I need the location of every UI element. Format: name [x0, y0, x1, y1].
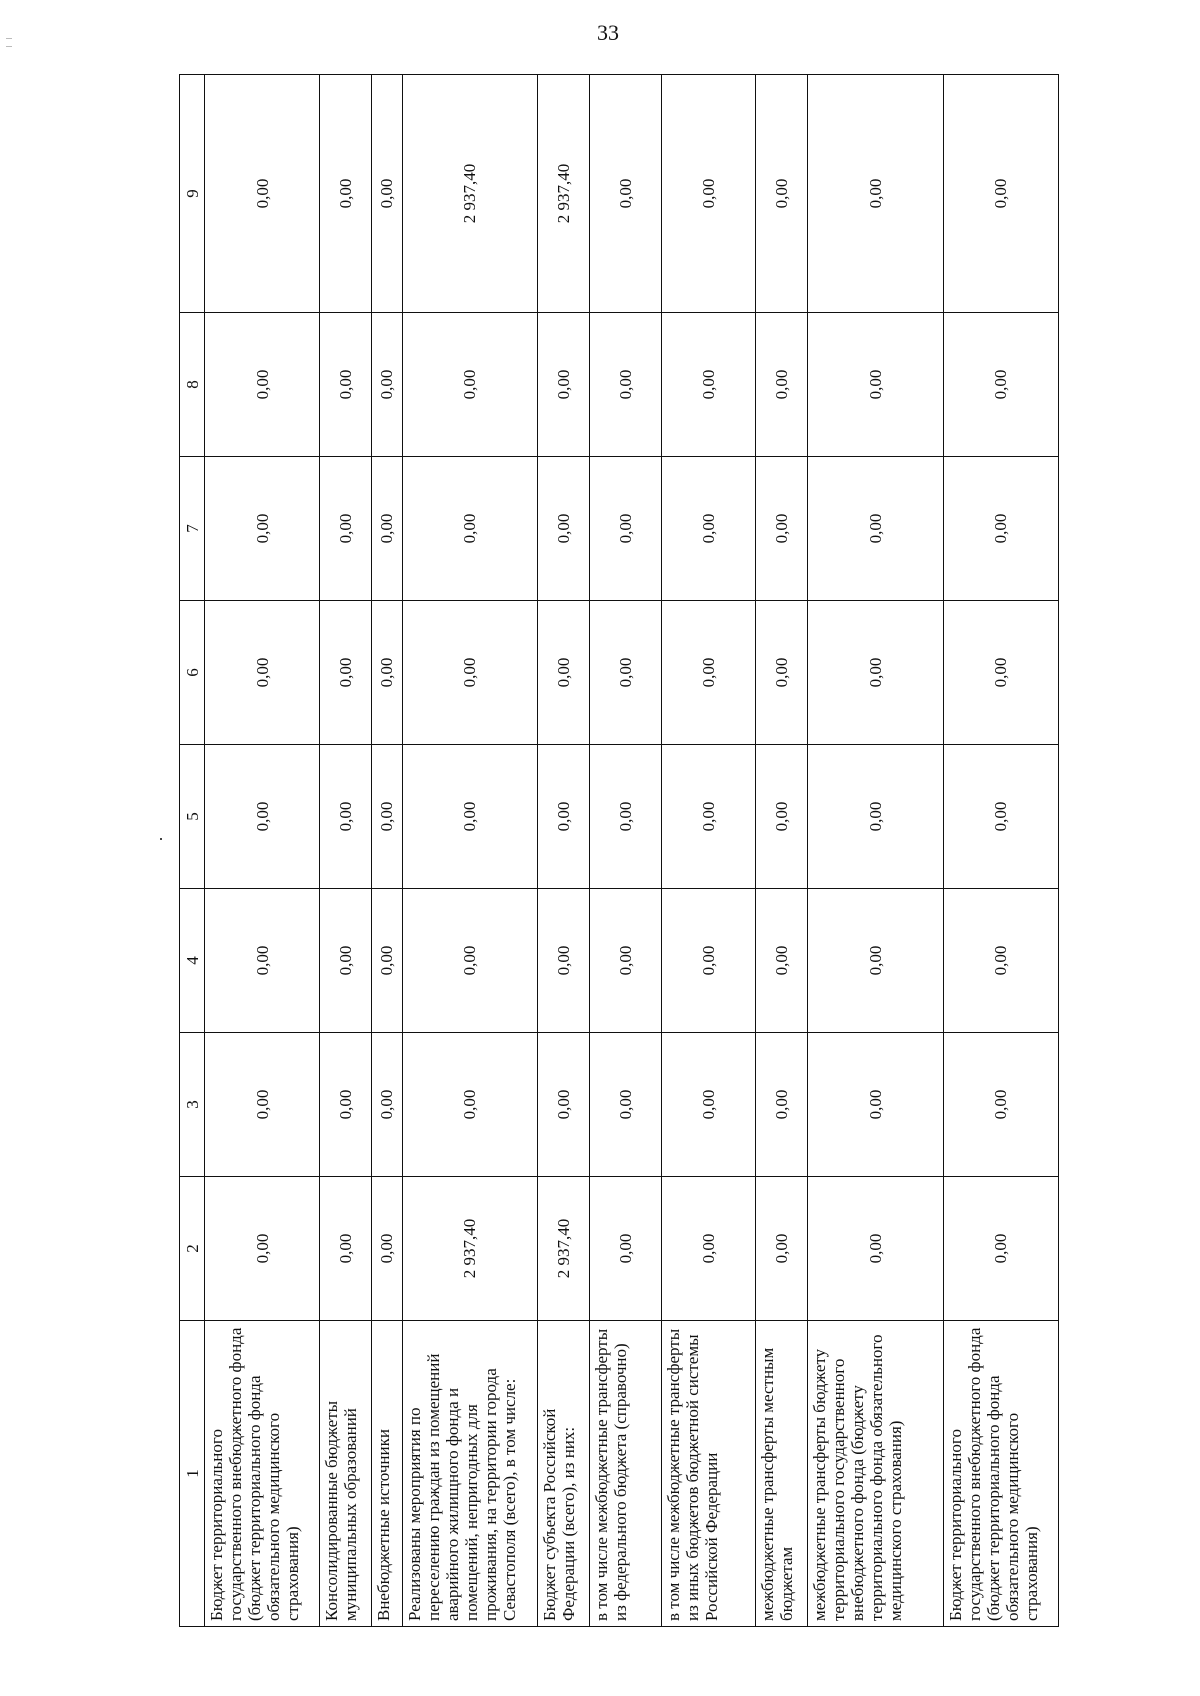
row-label: в том числе межбюджетные трансферты из иных бюджетов бюджетной системы Российской Федерации: [661, 1321, 756, 1627]
value-cell: 0,00: [943, 745, 1058, 889]
value-cell: 0,00: [943, 313, 1058, 457]
value-cell: 0,00: [402, 1033, 538, 1177]
value-cell: 0,00: [756, 1033, 807, 1177]
value-cell: 0,00: [756, 1177, 807, 1321]
column-header: 7: [180, 457, 205, 601]
value-cell: 0,00: [371, 75, 402, 313]
value-cell: 0,00: [756, 313, 807, 457]
value-cell: 0,00: [756, 889, 807, 1033]
value-cell: 0,00: [807, 457, 943, 601]
value-cell: 0,00: [589, 457, 661, 601]
column-header: 9: [180, 75, 205, 313]
column-header: 4: [180, 889, 205, 1033]
value-cell: 0,00: [371, 1033, 402, 1177]
column-header: 8: [180, 313, 205, 457]
row-label: Бюджет территориального государственного внебюджетного фонда (бюджет территориального фонда обязательного медицинского страхования): [943, 1321, 1058, 1627]
value-cell: 0,00: [320, 601, 371, 745]
value-cell: 0,00: [320, 889, 371, 1033]
table-rotator: [179, 75, 1059, 1627]
value-cell: 0,00: [756, 75, 807, 313]
table-row: [661, 75, 756, 1627]
row-label: межбюджетные трансферты бюджету территориального государственного внебюджетного фонда (бюджету территориального фонда обязательного медицинского страхования): [807, 1321, 943, 1627]
value-cell: 0,00: [661, 1177, 756, 1321]
row-label: в том числе межбюджетные трансферты из федерального бюджета (справочно): [589, 1321, 661, 1627]
value-cell: 0,00: [943, 457, 1058, 601]
value-cell: 0,00: [807, 1177, 943, 1321]
value-cell: 0,00: [205, 1177, 320, 1321]
value-cell: 0,00: [402, 457, 538, 601]
value-cell: 0,00: [589, 1177, 661, 1321]
value-cell: 0,00: [320, 745, 371, 889]
value-cell: 0,00: [371, 457, 402, 601]
value-cell: 0,00: [371, 601, 402, 745]
value-cell: 0,00: [943, 1177, 1058, 1321]
value-cell: 0,00: [943, 1033, 1058, 1177]
value-cell: 0,00: [807, 745, 943, 889]
column-header: 6: [180, 601, 205, 745]
table-row: [538, 75, 589, 1627]
row-label: Внебюджетные источники: [371, 1321, 402, 1627]
value-cell: 0,00: [371, 1177, 402, 1321]
value-cell: 0,00: [661, 889, 756, 1033]
value-cell: 0,00: [661, 75, 756, 313]
value-cell: 0,00: [371, 313, 402, 457]
value-cell: 0,00: [589, 601, 661, 745]
column-header: 3: [180, 1033, 205, 1177]
value-cell: 2 937,40: [538, 1177, 589, 1321]
value-cell: 0,00: [205, 601, 320, 745]
value-cell: 0,00: [538, 1033, 589, 1177]
value-cell: 0,00: [402, 889, 538, 1033]
row-label: Реализованы мероприятия по переселению граждан из помещений аварийного жилищного фонда и помещений, непригодных для проживания, на территории города Севастополя (всего), в том числе:: [402, 1321, 538, 1627]
value-cell: 0,00: [205, 457, 320, 601]
table-row: [320, 75, 371, 1627]
value-cell: 0,00: [807, 601, 943, 745]
header-row: [180, 75, 205, 1627]
value-cell: 0,00: [756, 601, 807, 745]
value-cell: 0,00: [589, 1033, 661, 1177]
value-cell: 0,00: [538, 457, 589, 601]
value-cell: 0,00: [589, 745, 661, 889]
value-cell: 2 937,40: [402, 1177, 538, 1321]
value-cell: 0,00: [589, 889, 661, 1033]
scan-speck: [160, 838, 162, 840]
table-row: [205, 75, 320, 1627]
value-cell: 0,00: [756, 745, 807, 889]
value-cell: 0,00: [538, 313, 589, 457]
value-cell: 0,00: [402, 601, 538, 745]
page-number: 33: [597, 20, 619, 45]
column-header: 5: [180, 745, 205, 889]
value-cell: 0,00: [538, 889, 589, 1033]
column-header: 1: [180, 1321, 205, 1627]
value-cell: 0,00: [943, 601, 1058, 745]
value-cell: 0,00: [538, 745, 589, 889]
rotated-table-frame: [179, 75, 1059, 1627]
table-row: [589, 75, 661, 1627]
value-cell: 0,00: [402, 313, 538, 457]
row-label: Консолидированные бюджеты муниципальных образований: [320, 1321, 371, 1627]
row-label: Бюджет субъекта Российской Федерации (всего), из них:: [538, 1321, 589, 1627]
value-cell: 0,00: [402, 745, 538, 889]
budget-table: [179, 74, 1059, 1627]
value-cell: 0,00: [371, 745, 402, 889]
value-cell: 0,00: [205, 1033, 320, 1177]
row-label: межбюджетные трансферты местным бюджетам: [756, 1321, 807, 1627]
table-row: [402, 75, 538, 1627]
table-row: [756, 75, 807, 1627]
value-cell: 0,00: [205, 889, 320, 1033]
table-row: [807, 75, 943, 1627]
value-cell: 0,00: [661, 313, 756, 457]
value-cell: 2 937,40: [538, 75, 589, 313]
value-cell: 0,00: [320, 1033, 371, 1177]
value-cell: 0,00: [807, 75, 943, 313]
value-cell: 0,00: [756, 457, 807, 601]
scan-mark: [6, 38, 12, 39]
value-cell: 0,00: [661, 1033, 756, 1177]
value-cell: 0,00: [807, 313, 943, 457]
value-cell: 0,00: [320, 313, 371, 457]
value-cell: 0,00: [589, 313, 661, 457]
value-cell: 0,00: [807, 889, 943, 1033]
row-label: Бюджет территориального государственного внебюджетного фонда (бюджет территориального фонда обязательного медицинского страхования): [205, 1321, 320, 1627]
value-cell: 0,00: [943, 889, 1058, 1033]
value-cell: 0,00: [661, 745, 756, 889]
value-cell: 0,00: [205, 313, 320, 457]
value-cell: 2 937,40: [402, 75, 538, 313]
value-cell: 0,00: [320, 457, 371, 601]
column-header: 2: [180, 1177, 205, 1321]
value-cell: 0,00: [371, 889, 402, 1033]
table-row: [371, 75, 402, 1627]
value-cell: 0,00: [320, 1177, 371, 1321]
table-row: [943, 75, 1058, 1627]
value-cell: 0,00: [661, 601, 756, 745]
value-cell: 0,00: [320, 75, 371, 313]
value-cell: 0,00: [807, 1033, 943, 1177]
value-cell: 0,00: [661, 457, 756, 601]
value-cell: 0,00: [538, 601, 589, 745]
value-cell: 0,00: [205, 745, 320, 889]
value-cell: 0,00: [205, 75, 320, 313]
value-cell: 0,00: [589, 75, 661, 313]
scan-mark: [6, 46, 12, 47]
value-cell: 0,00: [943, 75, 1058, 313]
